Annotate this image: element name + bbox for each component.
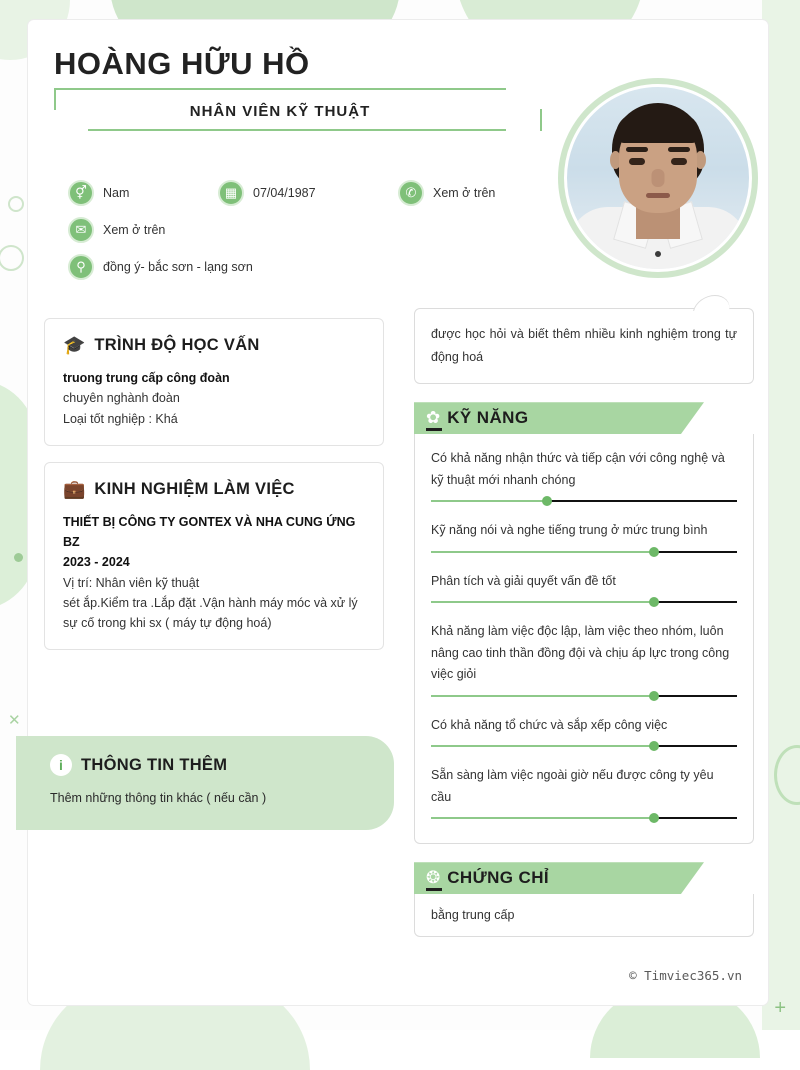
experience-position: Vị trí: Nhân viên kỹ thuật <box>63 575 200 590</box>
section-certificate-header <box>414 862 754 894</box>
skill-label: Phân tích và giải quyết vấn đề tốt <box>431 573 616 588</box>
skill-bar-knob <box>649 813 659 823</box>
portrait-button <box>655 251 661 257</box>
skill-bar-knob <box>649 741 659 751</box>
skill-bar-knob <box>649 597 659 607</box>
skill-bar[interactable] <box>431 817 737 819</box>
contact-row <box>68 180 538 206</box>
additional-text: Thêm những thông tin khác ( nếu cần ) <box>50 791 267 805</box>
resume-header <box>42 46 542 129</box>
skill-item <box>431 621 737 697</box>
skill-bar-knob <box>542 496 552 506</box>
skill-item <box>431 715 737 748</box>
decor-ring-small <box>8 196 24 212</box>
section-additional-header <box>50 754 376 776</box>
section-education-title: TRÌNH ĐỘ HỌC VẤN <box>94 336 260 354</box>
skill-bar[interactable] <box>431 601 737 603</box>
skill-item <box>431 520 737 553</box>
contact-text-address: đồng ý- bắc sơn - lạng sơn <box>103 260 253 274</box>
skill-bar-fill <box>431 601 654 603</box>
contact-text-phone: Xem ở trên <box>433 186 496 200</box>
objective-bubble <box>414 308 754 384</box>
contact-text-birthdate: 07/04/1987 <box>253 186 316 200</box>
header-rule-left-cap <box>54 88 56 110</box>
calendar-icon: ▦ <box>218 180 244 206</box>
section-experience <box>44 462 384 651</box>
portrait-fringe <box>616 113 700 143</box>
education-major: chuyên nghành đoàn <box>63 391 180 406</box>
skill-bar-fill <box>431 551 654 553</box>
skill-bar[interactable] <box>431 745 737 747</box>
skill-label: Khả năng làm việc độc lập, làm việc theo nhóm, luôn nâng cao tinh thần đồng đội và chịu áp lực trong công việc giỏi <box>431 624 730 682</box>
experience-company: THIẾT BỊ CÔNG TY GONTEX VÀ NHA CUNG ỨNG BZ <box>63 514 356 549</box>
portrait-eye-left <box>629 158 645 165</box>
page-title: HOÀNG HỮU HỒ <box>54 46 310 81</box>
skill-bar-fill <box>431 695 654 697</box>
avatar-image <box>564 84 752 272</box>
skill-label: Kỹ năng nói và nghe tiếng trung ở mức trung bình <box>431 523 708 538</box>
job-title: NHÂN VIÊN KỸ THUẬT <box>189 103 371 120</box>
right-column <box>414 308 754 937</box>
section-experience-header <box>63 479 367 500</box>
briefcase-icon: 💼 <box>63 478 86 499</box>
skill-bar[interactable] <box>431 695 737 697</box>
left-column <box>44 318 384 666</box>
footer-watermark: © Timviec365.vn <box>629 968 742 983</box>
skill-bar[interactable] <box>431 500 737 502</box>
education-school: truong trung cấp công đoàn <box>63 371 230 385</box>
objective-bubble-tail-mask <box>697 307 729 311</box>
objective-text: được học hỏi và biết thêm nhiều kinh nghiệm trong tự động hoá <box>431 327 737 365</box>
section-certificate-title: CHỨNG CHỈ <box>447 868 550 888</box>
skill-bar[interactable] <box>431 551 737 553</box>
phone-icon: ✆ <box>398 180 424 206</box>
contact-item-phone <box>398 180 495 206</box>
resume-card <box>28 20 768 1005</box>
skill-item <box>431 448 737 502</box>
certificate-text: bằng trung cấp <box>431 908 515 923</box>
contact-item-birthdate <box>218 180 398 206</box>
mail-icon: ✉ <box>68 217 94 243</box>
skill-bar-fill <box>431 500 547 502</box>
decor-ring-large <box>0 245 24 271</box>
skill-item <box>431 571 737 604</box>
gear-icon: ✿ <box>426 408 441 428</box>
contact-item-address <box>68 254 253 280</box>
section-certificate-underline <box>426 888 442 891</box>
contact-row <box>68 217 538 243</box>
contact-text-email: Xem ở trên <box>103 223 166 237</box>
header-rule-bottom <box>88 129 506 131</box>
skill-label: Có khả năng nhận thức và tiếp cận với công nghệ và kỹ thuật mới nhanh chóng <box>431 451 725 487</box>
section-additional-title: THÔNG TIN THÊM <box>81 755 228 774</box>
skill-bar-fill <box>431 817 654 819</box>
section-additional-info <box>16 736 394 830</box>
header-rule-top <box>54 88 506 90</box>
contact-row <box>68 254 538 280</box>
contact-item-email <box>68 217 165 243</box>
education-grade: Loại tốt nghiệp : Khá <box>63 411 178 426</box>
contact-text-gender: Nam <box>103 186 130 200</box>
graduation-cap-icon: 🎓 <box>63 335 86 355</box>
portrait-eye-right <box>671 158 687 165</box>
certificate-panel <box>414 894 754 937</box>
section-skills-title: KỸ NĂNG <box>447 408 529 428</box>
info-icon: i <box>50 754 72 776</box>
section-skills-header <box>414 402 754 434</box>
skill-bar-knob <box>649 691 659 701</box>
location-icon: ⚲ <box>68 254 94 280</box>
header-rule-right-cap <box>540 109 542 131</box>
section-experience-title: KINH NGHIỆM LÀM VIỆC <box>94 479 295 498</box>
skill-bar-fill <box>431 745 654 747</box>
section-education <box>44 318 384 446</box>
skill-item <box>431 765 737 819</box>
experience-description: sét ắp.Kiểm tra .Lắp đặt .Vận hành máy móc và xử lý sự cố trong khi sx ( máy tự động hoá) <box>63 595 358 630</box>
portrait-brow-right <box>668 147 690 152</box>
portrait-nose <box>652 169 665 187</box>
skill-bar-knob <box>649 547 659 557</box>
section-skills-underline <box>426 428 442 431</box>
section-education-header <box>63 335 367 356</box>
medal-icon: ❂ <box>426 868 441 888</box>
portrait-brow-left <box>626 147 648 152</box>
job-title-wrap <box>42 94 542 129</box>
portrait-mouth <box>646 193 670 198</box>
skill-label: Có khả năng tổ chức và sắp xếp công việc <box>431 717 668 732</box>
gender-icon: ⚥ <box>68 180 94 206</box>
decor-dot <box>14 553 23 562</box>
experience-period: 2023 - 2024 <box>63 555 130 570</box>
decor-x-mark: ✕ <box>8 712 21 729</box>
avatar <box>558 78 758 278</box>
contact-info <box>68 180 538 291</box>
skills-panel <box>414 434 754 844</box>
contact-item-gender <box>68 180 218 206</box>
decor-plus-mark: + <box>774 997 786 1019</box>
skill-label: Sẵn sàng làm việc ngoài giờ nếu được công ty yêu cầu <box>431 768 714 804</box>
